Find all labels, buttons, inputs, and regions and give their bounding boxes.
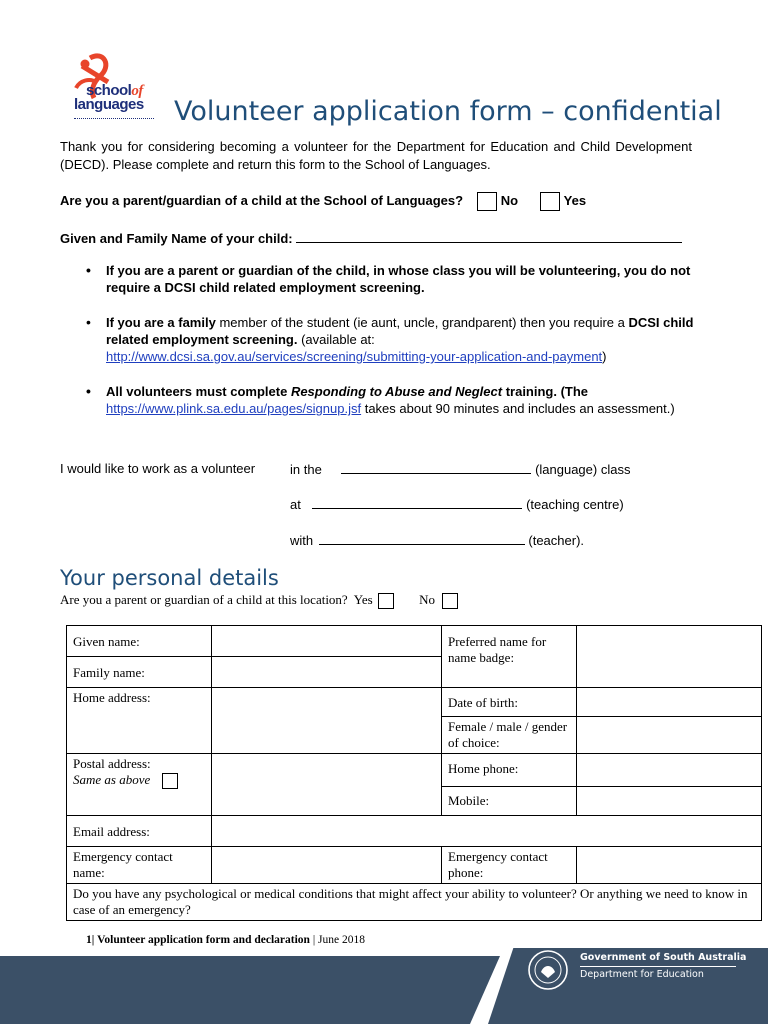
dob-input[interactable] bbox=[577, 688, 762, 717]
volunteer-label: I would like to work as a volunteer bbox=[60, 461, 256, 476]
dcsi-screening-link[interactable]: http://www.dcsi.sa.gov.au/services/screening/submitting-your-application-and-payment bbox=[106, 349, 603, 364]
sa-emblem-icon bbox=[526, 948, 570, 992]
mobile-label: Mobile: bbox=[442, 787, 577, 816]
volunteer-teacher-row: with (teacher). bbox=[290, 533, 585, 548]
logo-text-languages: languages bbox=[74, 96, 144, 113]
volunteer-centre-row: at (teaching centre) bbox=[290, 497, 624, 512]
home-phone-label: Home phone: bbox=[442, 754, 577, 787]
page-number: 1| bbox=[86, 934, 95, 946]
school-of-languages-logo bbox=[60, 52, 156, 126]
preferred-name-label: Preferred name for name badge: bbox=[442, 626, 577, 688]
given-name-label: Given name: bbox=[67, 626, 212, 657]
emergency-phone-input[interactable] bbox=[577, 847, 762, 884]
government-logo bbox=[526, 944, 747, 990]
mobile-input[interactable] bbox=[577, 787, 762, 816]
plink-signup-link[interactable]: https://www.plink.sa.edu.au/pages/signup.jsf bbox=[106, 401, 362, 416]
parent-question-text: Are you a parent/guardian of a child at the School of Languages? bbox=[60, 192, 464, 208]
gov-divider bbox=[580, 966, 736, 967]
location-parent-question: Are you a parent or guardian of a child at this location? Yes No bbox=[60, 592, 458, 609]
location-yes-checkbox[interactable] bbox=[378, 593, 394, 609]
intro-paragraph: Thank you for considering becoming a volunteer for the Department for Education and Child Development (DECD). Please complete and return this form to the School of Languages. bbox=[60, 139, 692, 172]
given-name-input[interactable] bbox=[212, 626, 442, 657]
logo-text-of: of bbox=[131, 83, 143, 99]
emergency-phone-label: Emergency contact phone: bbox=[442, 847, 577, 884]
child-name-field[interactable] bbox=[296, 230, 682, 243]
parent-yes-checkbox[interactable] bbox=[540, 192, 560, 211]
personal-details-table bbox=[66, 625, 762, 921]
emergency-name-label: Emergency contact name: bbox=[67, 847, 212, 884]
same-as-above-label: Same as above bbox=[73, 772, 151, 787]
list-item: • All volunteers must complete Responding to Abuse and Neglect training. (The https://www.plink.sa.edu.au/pages/signup.jsf takes about 90 minutes and includes an assessment.) bbox=[60, 383, 700, 417]
family-name-input[interactable] bbox=[212, 657, 442, 688]
dept-name: Department for Education bbox=[580, 969, 704, 980]
postal-address-label: Postal address: Same as above bbox=[67, 754, 212, 816]
list-item: • If you are a family member of the student (ie aunt, uncle, grandparent) then you require a DCSI child related employment screening. (available at: http://www.dcsi.sa.gov.au/services/screening/submitting-your-application-and-payment) bbox=[60, 314, 700, 365]
emergency-name-input[interactable] bbox=[212, 847, 442, 884]
location-no-checkbox[interactable] bbox=[442, 593, 458, 609]
logo-text-school: school bbox=[86, 82, 132, 99]
parent-no-checkbox[interactable] bbox=[477, 192, 497, 211]
home-phone-input[interactable] bbox=[577, 754, 762, 787]
requirements-list bbox=[60, 262, 700, 435]
personal-details-heading: Your personal details bbox=[60, 566, 279, 590]
gov-name: Government of South Australia bbox=[580, 952, 747, 963]
gender-label: Female / male / gender of choice: bbox=[442, 717, 577, 754]
postal-address-input[interactable] bbox=[212, 754, 442, 816]
footer-caption bbox=[86, 934, 365, 946]
child-name-label: Given and Family Name of your child: bbox=[60, 231, 297, 246]
page-title: Volunteer application form – confidential bbox=[174, 96, 722, 127]
parent-no-label: No bbox=[500, 192, 519, 208]
parent-question bbox=[60, 192, 586, 211]
dob-label: Date of birth: bbox=[442, 688, 577, 717]
email-input[interactable] bbox=[212, 816, 762, 847]
volunteer-language-row: in the (language) class bbox=[290, 462, 631, 477]
teaching-centre-field[interactable] bbox=[312, 496, 522, 509]
conditions-question[interactable]: Do you have any psychological or medical conditions that might affect your ability to volunteer? Or anything we need to know in case of an emergency? bbox=[67, 884, 762, 921]
logo-dotted-rule bbox=[74, 118, 154, 119]
teacher-field[interactable] bbox=[319, 532, 525, 545]
language-field[interactable] bbox=[341, 461, 531, 474]
footer-band-left bbox=[0, 956, 500, 1024]
email-label: Email address: bbox=[67, 816, 212, 847]
parent-yes-label: Yes bbox=[563, 192, 587, 208]
gender-input[interactable] bbox=[577, 717, 762, 754]
same-as-above-checkbox[interactable] bbox=[162, 773, 178, 789]
footer-doc-title: Volunteer application form and declaration bbox=[97, 934, 310, 946]
list-item: • If you are a parent or guardian of the child, in whose class you will be volunteering, you do not require a DCSI child related employment screening. bbox=[60, 262, 700, 296]
home-address-label: Home address: bbox=[67, 688, 212, 754]
child-name-question bbox=[60, 230, 682, 246]
preferred-name-input[interactable] bbox=[577, 626, 762, 688]
home-address-input[interactable] bbox=[212, 688, 442, 754]
footer-date: | June 2018 bbox=[312, 934, 365, 946]
family-name-label: Family name: bbox=[67, 657, 212, 688]
